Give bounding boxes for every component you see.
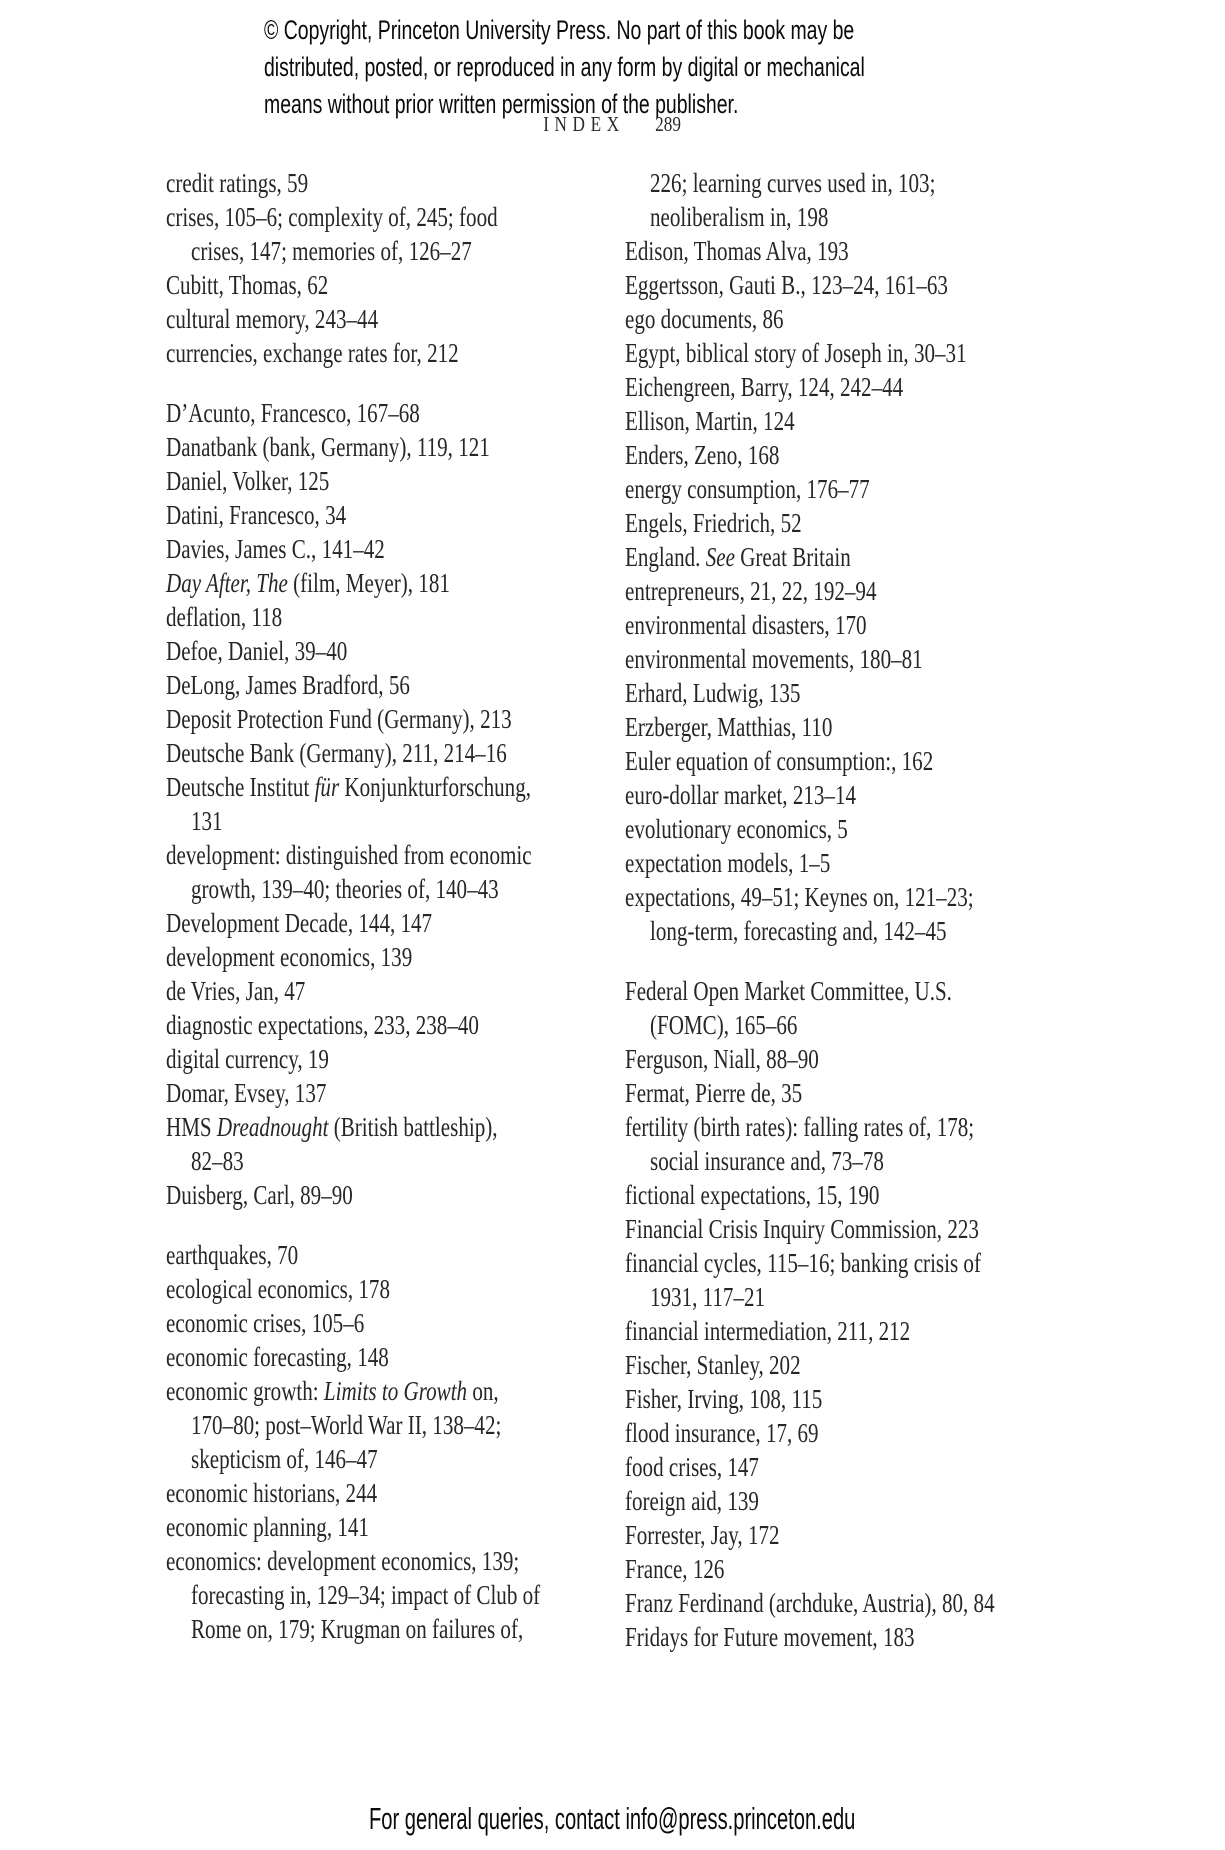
index-entry-line: fertility (birth rates): falling rates of, 178;: [625, 1112, 975, 1142]
index-entry-line: crises, 147; memories of, 126–27: [191, 236, 472, 266]
index-entry-line: Deutsche Institut für Konjunkturforschung,: [166, 772, 532, 802]
index-entry-line: economic forecasting, 148: [166, 1342, 389, 1372]
footer-contact-text: For general queries, contact info@press.princeton.edu: [369, 1801, 856, 1836]
index-entry-line: deflation, 118: [166, 602, 283, 632]
index-entry-line: economic planning, 141: [166, 1512, 369, 1542]
index-entry-line: financial cycles, 115–16; banking crisis of: [625, 1248, 981, 1278]
index-entry-line: Ellison, Martin, 124: [625, 406, 795, 436]
index-entry-line: Federal Open Market Committee, U.S.: [625, 976, 952, 1006]
index-entry-line: flood insurance, 17, 69: [625, 1418, 819, 1448]
index-entry-line: fictional expectations, 15, 190: [625, 1180, 880, 1210]
index-entry-line: cultural memory, 243–44: [166, 304, 379, 334]
index-entry-line: Franz Ferdinand (archduke, Austria), 80, 84: [625, 1588, 995, 1618]
index-entry-line: expectations, 49–51; Keynes on, 121–23;: [625, 882, 974, 912]
index-entry-line: (FOMC), 165–66: [650, 1010, 798, 1040]
index-entry-line: 131: [191, 806, 223, 836]
index-entry-line: Euler equation of consumption:, 162: [625, 746, 934, 776]
index-entry-line: expectation models, 1–5: [625, 848, 831, 878]
index-entry-line: neoliberalism in, 198: [650, 202, 829, 232]
index-entry-line: economic crises, 105–6: [166, 1308, 365, 1338]
index-entry-line: Domar, Evsey, 137: [166, 1078, 327, 1108]
index-entry-line: ecological economics, 178: [166, 1274, 390, 1304]
index-entry-line: Erhard, Ludwig, 135: [625, 678, 801, 708]
index-column-left: [166, 166, 625, 1646]
running-head: [0, 112, 1225, 140]
index-entry-line: Defoe, Daniel, 39–40: [166, 636, 348, 666]
index-entry-line: Duisberg, Carl, 89–90: [166, 1180, 353, 1210]
index-entry-line: France, 126: [625, 1554, 725, 1584]
index-entry-line: development economics, 139: [166, 942, 413, 972]
index-entry-line: long-term, forecasting and, 142–45: [650, 916, 947, 946]
index-entry-line: Deutsche Bank (Germany), 211, 214–16: [166, 738, 507, 768]
page-footer: [0, 1801, 1225, 1837]
index-entry-line: Davies, James C., 141–42: [166, 534, 385, 564]
index-entry-line: development: distinguished from economic: [166, 840, 532, 870]
index-entry-line: skepticism of, 146–47: [191, 1444, 378, 1474]
index-entry-line: social insurance and, 73–78: [650, 1146, 884, 1176]
index-entry-line: Ferguson, Niall, 88–90: [625, 1044, 819, 1074]
index-entry-line: Fischer, Stanley, 202: [625, 1350, 801, 1380]
copyright-line: © Copyright, Princeton University Press. No part of this book may be: [264, 15, 855, 45]
page-number: 289: [655, 112, 682, 136]
index-entry-line: environmental disasters, 170: [625, 610, 867, 640]
index-entry-line: diagnostic expectations, 233, 238–40: [166, 1010, 479, 1040]
index-entry-line: financial intermediation, 211, 212: [625, 1316, 911, 1346]
index-entry-line: crises, 105–6; complexity of, 245; food: [166, 202, 498, 232]
index-entry-line: ego documents, 86: [625, 304, 784, 334]
index-entry-line: digital currency, 19: [166, 1044, 329, 1074]
index-entry-line: foreign aid, 139: [625, 1486, 759, 1516]
index-entry-line: credit ratings, 59: [166, 168, 309, 198]
index-entry-line: de Vries, Jan, 47: [166, 976, 306, 1006]
index-entry-line: Fermat, Pierre de, 35: [625, 1078, 803, 1108]
index-entry-line: Enders, Zeno, 168: [625, 440, 780, 470]
index-entry-line: DeLong, James Bradford, 56: [166, 670, 410, 700]
index-entry-line: economic historians, 244: [166, 1478, 378, 1508]
index-entry-line: 82–83: [191, 1146, 244, 1176]
index-entry-line: Cubitt, Thomas, 62: [166, 270, 329, 300]
index-entry-line: Edison, Thomas Alva, 193: [625, 236, 849, 266]
index-entry-line: Day After, The (film, Meyer), 181: [166, 568, 450, 598]
index-entry-line: Danatbank (bank, Germany), 119, 121: [166, 432, 490, 462]
index-entry-line: environmental movements, 180–81: [625, 644, 923, 674]
index-entry-line: HMS Dreadnought (British battleship),: [166, 1112, 498, 1142]
index-entry-line: economics: development economics, 139;: [166, 1546, 520, 1576]
index-entry-line: Egypt, biblical story of Joseph in, 30–31: [625, 338, 967, 368]
copyright-notice: [264, 12, 865, 123]
index-entry-line: Daniel, Volker, 125: [166, 466, 330, 496]
index-entry-line: economic growth: Limits to Growth on,: [166, 1376, 499, 1406]
index-entry-line: D’Acunto, Francesco, 167–68: [166, 398, 420, 428]
index-entry-line: currencies, exchange rates for, 212: [166, 338, 459, 368]
index-entry-line: Eggertsson, Gauti B., 123–24, 161–63: [625, 270, 948, 300]
index-entry-line: Eichengreen, Barry, 124, 242–44: [625, 372, 904, 402]
copyright-line: distributed, posted, or reproduced in any form by digital or mechanical: [264, 52, 865, 82]
index-entry-line: growth, 139–40; theories of, 140–43: [191, 874, 499, 904]
index-entry-line: energy consumption, 176–77: [625, 474, 870, 504]
index-entry-line: 226; learning curves used in, 103;: [650, 168, 936, 198]
index-entry-line: earthquakes, 70: [166, 1240, 299, 1270]
index-entry-line: Financial Crisis Inquiry Commission, 223: [625, 1214, 979, 1244]
index-entry-line: 170–80; post–World War II, 138–42;: [191, 1410, 502, 1440]
copyright-line: means without prior written permission of the publisher.: [264, 89, 739, 119]
index-entry-line: forecasting in, 129–34; impact of Club of: [191, 1580, 541, 1610]
index-entry-line: Erzberger, Matthias, 110: [625, 712, 833, 742]
index-entry-line: Rome on, 179; Krugman on failures of,: [191, 1614, 524, 1644]
index-entry-line: Development Decade, 144, 147: [166, 908, 433, 938]
index-entry-line: England. See Great Britain: [625, 542, 851, 572]
index-entry-line: Fridays for Future movement, 183: [625, 1622, 915, 1652]
index-entry-line: Datini, Francesco, 34: [166, 500, 347, 530]
index-entry-line: food crises, 147: [625, 1452, 759, 1482]
index-entry-line: Deposit Protection Fund (Germany), 213: [166, 704, 512, 734]
index-column-right: [625, 166, 1105, 1654]
index-entry-line: evolutionary economics, 5: [625, 814, 848, 844]
index-entry-line: Fisher, Irving, 108, 115: [625, 1384, 823, 1414]
index-title: INDEX: [543, 112, 626, 136]
index-entry-line: Forrester, Jay, 172: [625, 1520, 780, 1550]
index-entry-line: 1931, 117–21: [650, 1282, 766, 1312]
index-entry-line: Engels, Friedrich, 52: [625, 508, 802, 538]
index-entry-line: euro-dollar market, 213–14: [625, 780, 857, 810]
index-entry-line: entrepreneurs, 21, 22, 192–94: [625, 576, 877, 606]
